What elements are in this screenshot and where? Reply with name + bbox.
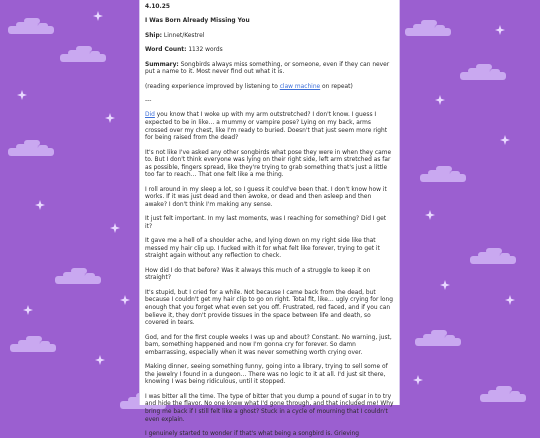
- listening-suffix: on repeat): [320, 83, 353, 90]
- ship-label: Ship:: [145, 32, 163, 39]
- story-paragraph-5: It gave me a hell of a shoulder ache, and lying down on my right side like that messed my hair clip up. I fucked with it for what felt like forever, trying to get it straight again without any reflection to check.: [145, 238, 380, 260]
- story-paragraph-3: I roll around in my sleep a lot, so I guess it could've been that. I don't know how it works. If it was just dead and then awoke, or dead and then asleep and then awake? I don't think I'm making any sense.: [145, 186, 387, 208]
- listening-prefix: (reading experience improved by listening to: [145, 83, 280, 90]
- summary-text: Songbirds always miss something, or someone, even if they can never put a name to it. Most never find out what it is.: [145, 61, 390, 76]
- summary-line: [145, 62, 394, 77]
- word-count-value: 1132 words: [188, 47, 223, 54]
- claw-machine-link[interactable]: claw machine: [279, 83, 321, 90]
- story-page[interactable]: [139, 0, 400, 437]
- story-paragraph-9: Making dinner, seeing something funny, going into a library, trying to sell some of the jewelry I found in a dungeon… There was no logic to it at all. I'd just sit there, knowing I was being ridiculous, until it stopped.: [145, 364, 388, 386]
- paragraph-text: you know that I woke up with my arm outstretched? I don't know. I guess I expected to be in like… a mummy or vampire pose? Lying on my back, arms crossed over my chest, like I'm ready to buried. Doesn't that just seem more right for being raised from the dead?: [145, 112, 388, 142]
- story-paragraph-6: How did I do that before? Was it always this much of a struggle to keep it on straight?: [145, 267, 371, 282]
- story-paragraph-4: It just felt important. In my last moments, was I reaching for something? Did I get it?: [145, 216, 387, 230]
- ship-line: [145, 33, 394, 41]
- divider: ---: [145, 97, 152, 104]
- listening-note: [145, 84, 394, 92]
- story-paragraph-7: It's stupid, but I cried for a while. Not because I came back from the dead, but because I couldn't get my hair clip to go on right. Total fit, like… ugly crying for long enough that you forget what even set you off. Frustrated, red faced, and if you can believe it, they don't provide tissues in the space between life and death, so covered in tears.: [145, 289, 393, 327]
- story-paragraph-8: God, and for the first couple weeks I was up and about? Constant. No warning, just, bam, something happened and now I'm gonna cry for forever. So damn embarrassing, especially when it was never something worth crying over.: [145, 334, 392, 356]
- story-paragraph-1: [145, 112, 394, 142]
- story-title: I Was Born Already Missing You: [145, 18, 250, 25]
- post-date: 4.10.25: [145, 4, 170, 10]
- word-count-line: [145, 47, 394, 55]
- did-link[interactable]: Did: [145, 112, 155, 119]
- story-paragraph-11: I genuinely started to wonder if that's what being a songbird is. Grieving: [145, 430, 360, 437]
- story-paragraph-2: It's not like I've asked any other songbirds what pose they were in when they came to. But I don't think everyone was lying on their right side, left arm stretched as far as possible, fingers spread, like they're trying to grab something that's just a little too far to reach… That one felt like a me thing.: [145, 149, 392, 179]
- word-count-label: Word Count:: [145, 47, 187, 54]
- story-paragraph-10: I was bitter all the time. The type of bitter that you dump a pound of sugar in to try and hide the flavor. No one knew what I'd gone through, and that included me! Why bring me back if I still felt like a ghost? Stuck in a cycle of mourning that I couldn't even explain.: [145, 393, 394, 423]
- summary-label: Summary:: [145, 61, 179, 68]
- ship-value: Linnet/Kestrel: [163, 32, 205, 39]
